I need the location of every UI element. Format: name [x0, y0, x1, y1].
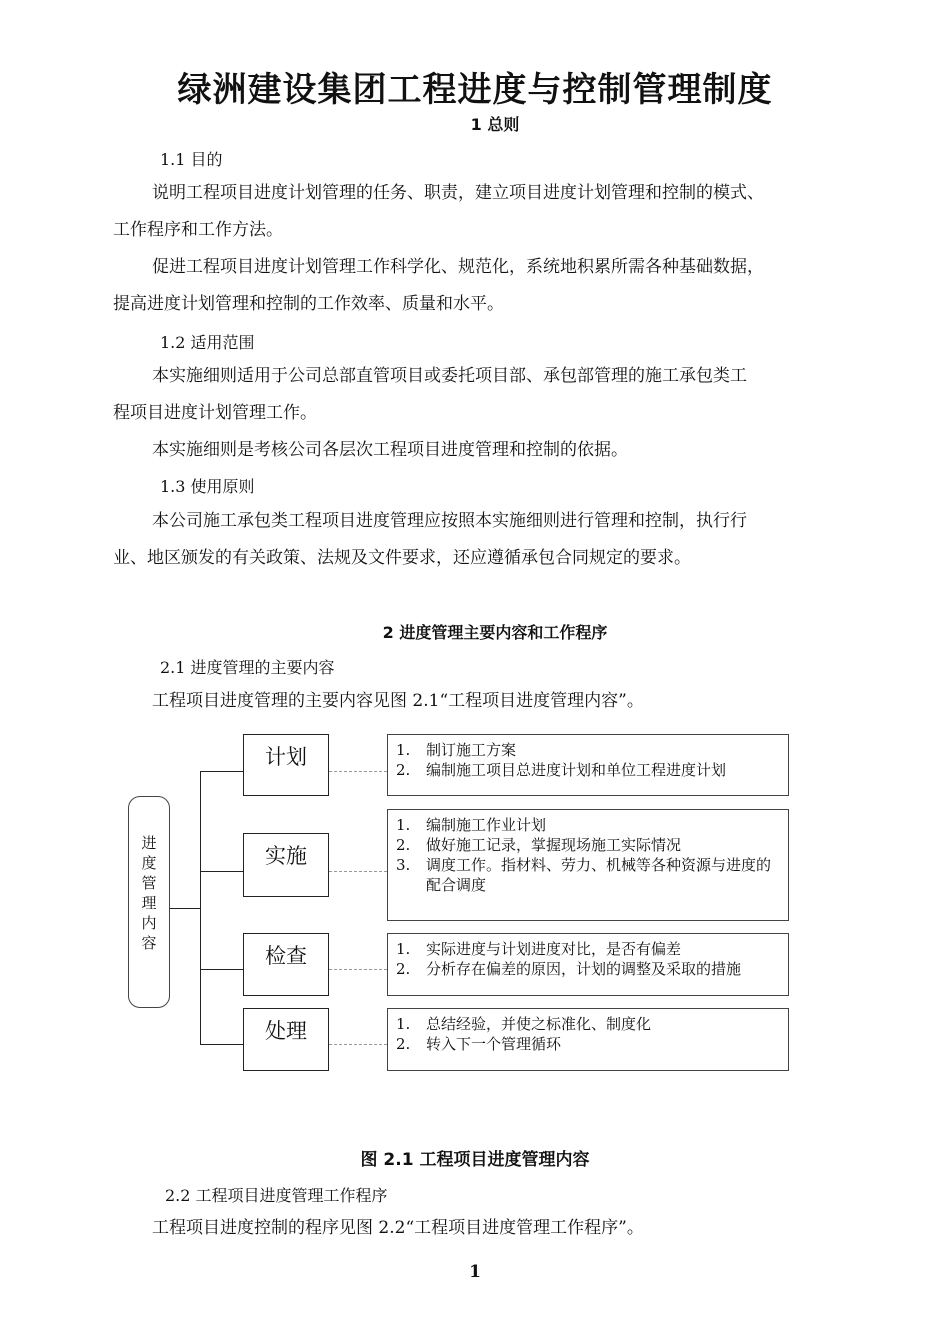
- stage-implement-box: [243, 833, 329, 897]
- detail-item: 2. 编制施工项目总进度计划和单位工程进度计划: [396, 761, 727, 779]
- detail-item: 3. 调度工作。指材料、劳力、机械等各种资源与进度的配合调度: [396, 856, 772, 894]
- detail-item: 2. 做好施工记录，掌握现场施工实际情况: [396, 836, 682, 854]
- section-1-2-heading: 1.2 适用范围: [160, 333, 255, 352]
- stage-implement-details: [387, 809, 789, 921]
- connector-root: [170, 908, 200, 909]
- root-char: 管: [141, 874, 157, 892]
- stage-label: 实施: [265, 844, 307, 868]
- root-char: 理: [141, 894, 157, 912]
- paragraph-7: 工程项目进度控制的程序见图 2.2“工程项目进度管理工作程序”。: [152, 1218, 644, 1238]
- detail-item: 2. 分析存在偏差的原因，计划的调整及采取的措施: [396, 960, 742, 978]
- figure-caption: 图 2.1 工程项目进度管理内容: [360, 1150, 590, 1170]
- stage-check-details: [387, 933, 789, 996]
- paragraph-5-line-2: 业、地区颁发的有关政策、法规及文件要求，还应遵循承包合同规定的要求。: [113, 548, 691, 568]
- paragraph-4: 本实施细则是考核公司各层次工程项目进度管理和控制的依据。: [152, 440, 628, 460]
- stage-check-box: [243, 933, 329, 996]
- stage-handle-details: [387, 1008, 789, 1071]
- root-char: 容: [141, 934, 157, 952]
- connector-check: [200, 969, 243, 970]
- dashed-link: [329, 969, 387, 970]
- root-char: 进: [141, 834, 157, 852]
- stage-plan-details: [387, 734, 789, 796]
- root-char: 度: [141, 854, 157, 872]
- connector-handle: [200, 1044, 243, 1045]
- connector-trunk: [200, 771, 201, 1044]
- detail-item: 1. 编制施工作业计划: [396, 816, 547, 834]
- root-char: 内: [141, 914, 157, 932]
- paragraph-6: 工程项目进度管理的主要内容见图 2.1“工程项目进度管理内容”。: [152, 691, 644, 711]
- connector-plan: [200, 771, 243, 772]
- detail-item: 1. 实际进度与计划进度对比，是否有偏差: [396, 940, 682, 958]
- stage-label: 处理: [265, 1019, 307, 1043]
- detail-item: 1. 总结经验，并使之标准化、制度化: [396, 1015, 652, 1033]
- stage-label: 检查: [265, 944, 307, 968]
- document-title: 绿洲建设集团工程进度与控制管理制度: [177, 70, 773, 110]
- paragraph-1-line-2: 工作程序和工作方法。: [113, 220, 283, 240]
- chapter-1-heading: 1 总则: [470, 115, 520, 134]
- page-number: 1: [469, 1262, 481, 1282]
- detail-item: 2. 转入下一个管理循环: [396, 1035, 562, 1053]
- paragraph-2-line-1: 促进工程项目进度计划管理工作科学化、规范化，系统地积累所需各种基础数据，: [152, 257, 764, 277]
- section-2-1-heading: 2.1 进度管理的主要内容: [160, 658, 335, 677]
- detail-item: 1. 制订施工方案: [396, 741, 517, 759]
- section-1-3-heading: 1.3 使用原则: [160, 477, 255, 496]
- stage-plan-box: [243, 734, 329, 796]
- stage-label: 计划: [265, 745, 307, 769]
- paragraph-1-line-1: 说明工程项目进度计划管理的任务、职责，建立项目进度计划管理和控制的模式、: [152, 183, 764, 203]
- stage-handle-box: [243, 1008, 329, 1071]
- connector-implement: [200, 871, 243, 872]
- section-2-2-heading: 2.2 工程项目进度管理工作程序: [165, 1186, 388, 1205]
- dashed-link: [329, 771, 387, 772]
- chapter-2-heading: 2 进度管理主要内容和工作程序: [382, 623, 608, 642]
- paragraph-3-line-2: 程项目进度计划管理工作。: [113, 403, 317, 423]
- paragraph-5-line-1: 本公司施工承包类工程项目进度管理应按照本实施细则进行管理和控制，执行行: [152, 511, 747, 531]
- dashed-link: [329, 1044, 387, 1045]
- diagram-root-box: [128, 796, 170, 1008]
- paragraph-3-line-1: 本实施细则适用于公司总部直管项目或委托项目部、承包部管理的施工承包类工: [152, 366, 747, 386]
- paragraph-2-line-2: 提高进度计划管理和控制的工作效率、质量和水平。: [113, 294, 504, 314]
- section-1-1-heading: 1.1 目的: [160, 150, 223, 169]
- dashed-link: [329, 871, 387, 872]
